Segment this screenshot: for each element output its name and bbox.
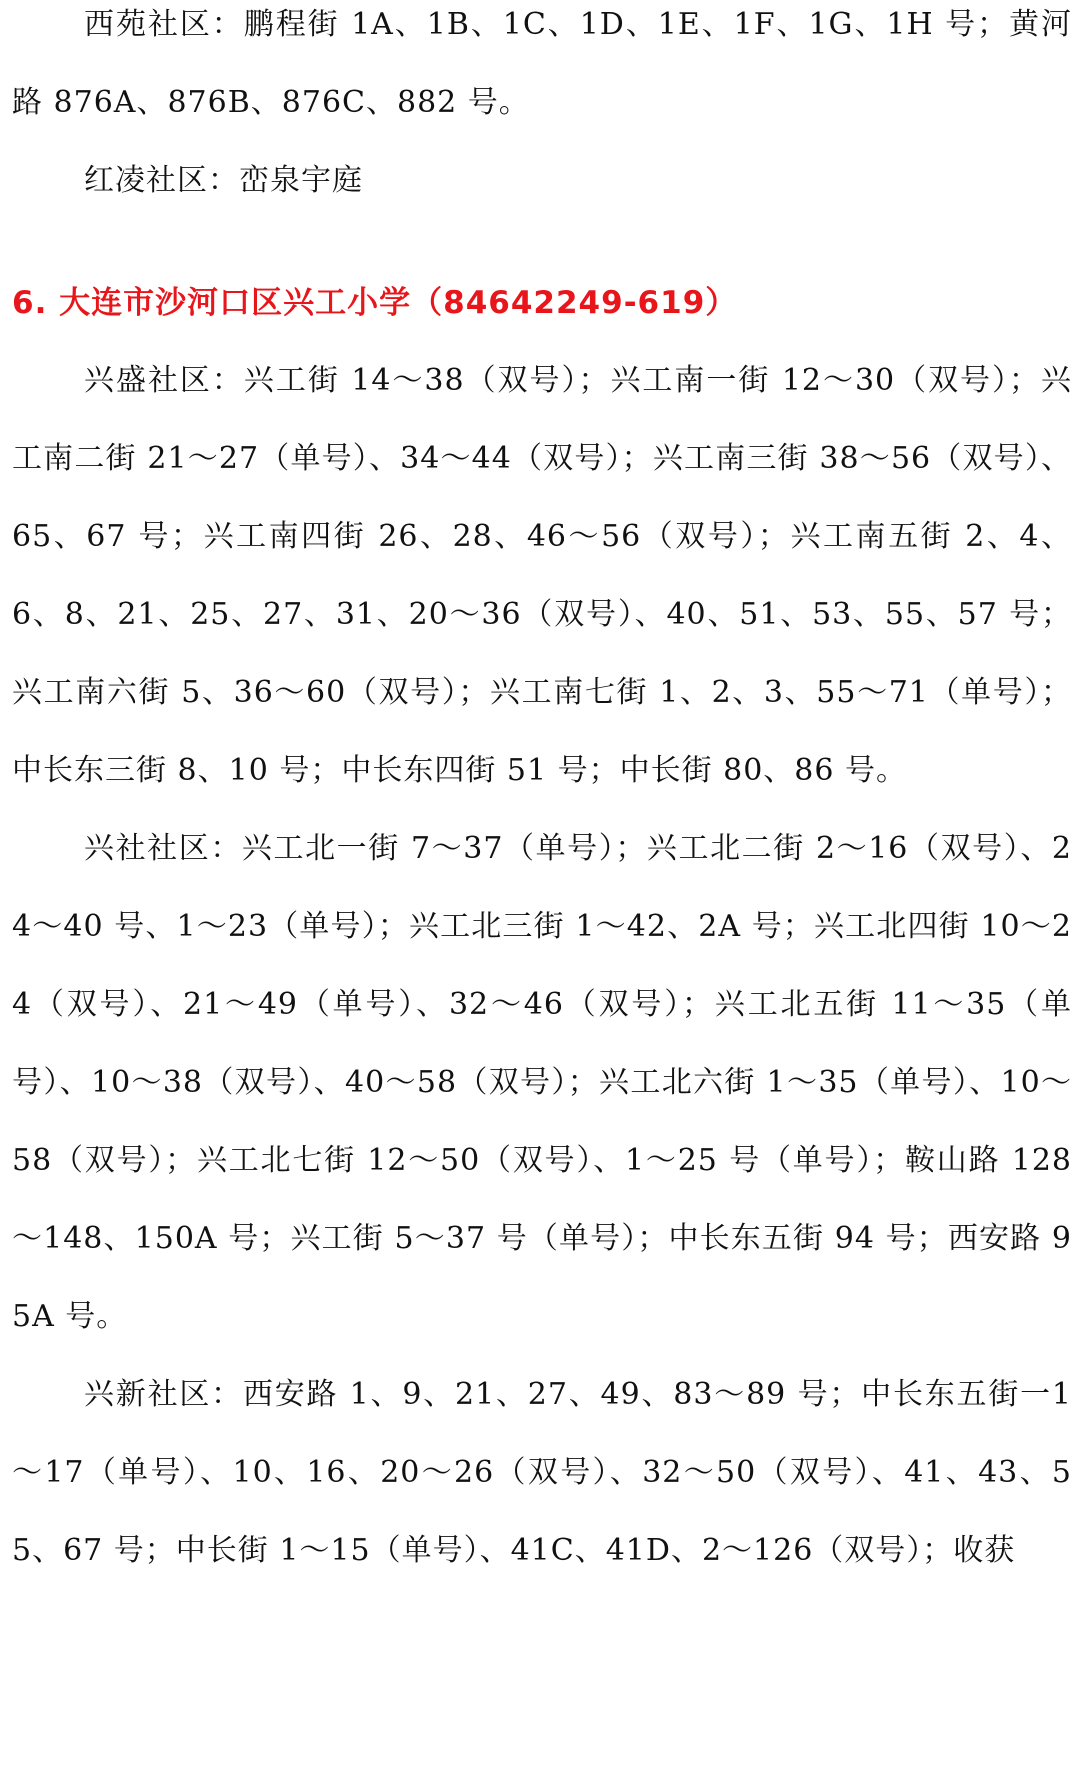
section-heading-school: 6. 大连市沙河口区兴工小学（84642249-619） [12, 285, 738, 321]
paragraph-xingsheng-community: 兴盛社区：兴工街 14～38（双号）；兴工南一街 12～30（双号）；兴工南二街 21～27（单号）、34～44（双号）；兴工南三街 38～56（双号）、65、67 号；兴工南四街 26、28、46～56（双号）；兴工南五街 2、4、6、8、21、25、27、31、20～36（双号）、40、51、53、55、57 号；兴工南六街 5、36～60（双号）；兴工南七街 1、2、3、55～71（单号）；中长东三街 8、10 号；中长东四街 51 号；中长街 80、86 号。 [12, 363, 1072, 788]
paragraph-hongling-community: 红凌社区：峦泉宇庭 [84, 163, 363, 198]
document-page [12, 0, 1072, 1590]
paragraph-xiyuan-community: 西苑社区：鹏程街 1A、1B、1C、1D、1E、1F、1G、1H 号；黄河路 876A、876B、876C、882 号。 [12, 7, 1072, 120]
paragraph-xingshe-community: 兴社社区：兴工北一街 7～37（单号）；兴工北二街 2～16（双号）、24～40 号、1～23（单号）；兴工北三街 1～42、2A 号；兴工北四街 10～24（双号）、21～49（单号）、32～46（双号）；兴工北五街 11～35（单号）、10～38（双号）、40～58（双号）；兴工北六街 1～35（单号）、10～58（双号）；兴工北七街 12～50（双号）、1～25 号（单号）；鞍山路 128～148、150A 号；兴工街 5～37 号（单号）；中长东五街 94 号；西安路 95A 号。 [12, 831, 1072, 1334]
paragraph-xingxin-community: 兴新社区：西安路 1、9、21、27、49、83～89 号；中长东五街一1～17（单号）、10、16、20～26（双号）、32～50（双号）、41、43、55、67 号；中长街 1～15（单号）、41C、41D、2～126（双号）；收获 [12, 1377, 1072, 1568]
